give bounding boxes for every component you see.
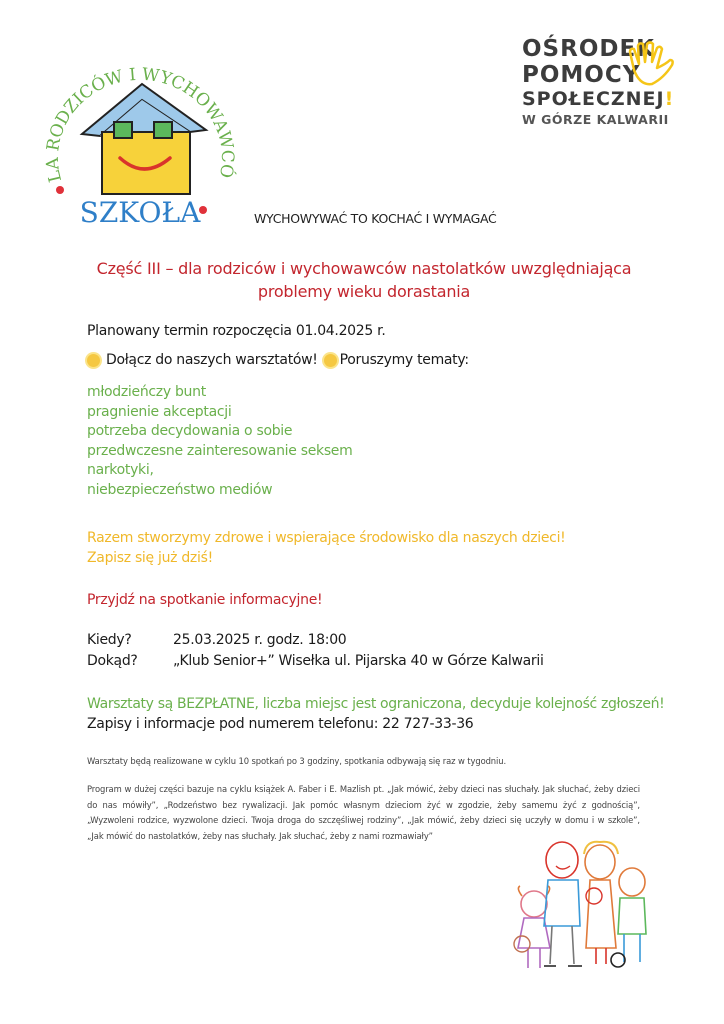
school-logo	[40, 52, 240, 230]
where-label: Dokąd?	[87, 653, 138, 669]
join-line	[87, 352, 469, 368]
school-logo-graphic	[40, 52, 240, 230]
free-info: Warsztaty są BEZPŁATNE, liczba miejsc jest ograniczona, decyduje kolejność zgłoszeń!	[87, 696, 665, 712]
hand-icon	[626, 40, 678, 90]
sun-icon	[87, 354, 100, 367]
invite-heading: Przyjdź na spotkanie informacyjne!	[87, 592, 323, 608]
ops-line-1: OŚRODEK	[522, 36, 656, 62]
when-row	[87, 632, 346, 648]
topic-item: potrzeba decydowania o sobie	[87, 423, 293, 440]
ops-line-3: SPOŁECZNEJ	[522, 88, 665, 110]
where-row	[87, 653, 544, 669]
together-block	[87, 528, 565, 568]
house-window-right	[154, 122, 172, 138]
heart-icon	[56, 186, 64, 194]
topic-item: narkotyki,	[87, 462, 154, 479]
together-line-1: Razem stworzymy zdrowe i wspierające środowisko dla naszych dzieci!	[87, 530, 566, 546]
title-line-2: problemy wieku dorastania	[257, 282, 471, 301]
ops-line-4: W GÓRZE KALWARII	[522, 112, 669, 127]
when-value: 25.03.2025 r. godz. 18:00	[173, 632, 347, 648]
house-window-left	[114, 122, 132, 138]
where-value: „Klub Senior+” Wisełka ul. Pijarska 40 w Górze Kalwarii	[173, 653, 544, 669]
topic-item: niebezpieczeństwo mediów	[87, 481, 273, 498]
sun-icon	[324, 354, 337, 367]
family-illustration	[500, 836, 665, 976]
house-wall	[102, 132, 190, 194]
title-line-1: Część III – dla rodziców i wychowawców nastolatków uwzględniająca	[96, 259, 632, 278]
phone-info: Zapisy i informacje pod numerem telefonu: 22 727-33-36	[87, 716, 474, 732]
topics-list	[87, 383, 352, 501]
topics-intro: Poruszymy tematy:	[339, 352, 469, 368]
when-label: Kiedy?	[87, 632, 132, 648]
together-line-2: Zapisz się już dziś!	[87, 550, 213, 566]
cycle-info: Warsztaty będą realizowane w cyklu 10 spotkań po 3 godziny, spotkania odbywają się raz w tygodniu.	[87, 756, 507, 766]
logo-school-text: SZKOŁA	[79, 196, 201, 229]
start-date: Planowany termin rozpoczęcia 01.04.2025 r.	[87, 323, 386, 339]
topic-item: przedwczesne zainteresowanie seksem	[87, 442, 353, 459]
topic-item: młodzieńczy bunt	[87, 384, 206, 400]
family-drawing	[500, 836, 665, 976]
page-title	[90, 257, 638, 303]
program-info: Program w dużej części bazuje na cyklu książek A. Faber i E. Mazlish pt. „Jak mówić, żeby dzieci nas słuchały. Jak słuchać, żeby dzieci do nas mówiły”, „Rodzeństwo bez rywalizacji. Jak pomóc własnym dzieciom żyć w zgodzie, żeby samemu żyć z godnością”, „Wyzwoleni rodzice, wyzwolone dzieci. Twoja droga do szczęśliwej rodziny”, „Jak mówić, żeby dzieci się uczyły w domu i w szkole”, „Jak mówić do nastolatków, żeby nas słuchały. Jak słuchać, żeby z nami rozmawiały”	[87, 784, 640, 841]
ops-exclaim: !	[664, 88, 675, 110]
ops-logo	[522, 36, 682, 136]
join-text: Dołącz do naszych warsztatów!	[106, 352, 318, 368]
motto: WYCHOWYWAĆ TO KOCHAĆ I WYMAGAĆ	[254, 211, 497, 226]
logo-arc-text: LA RODZICÓW I WYCHOWAWCÓ	[42, 64, 238, 185]
topic-item: pragnienie akceptacji	[87, 403, 232, 420]
ops-line-2: POMOCY	[522, 62, 641, 88]
